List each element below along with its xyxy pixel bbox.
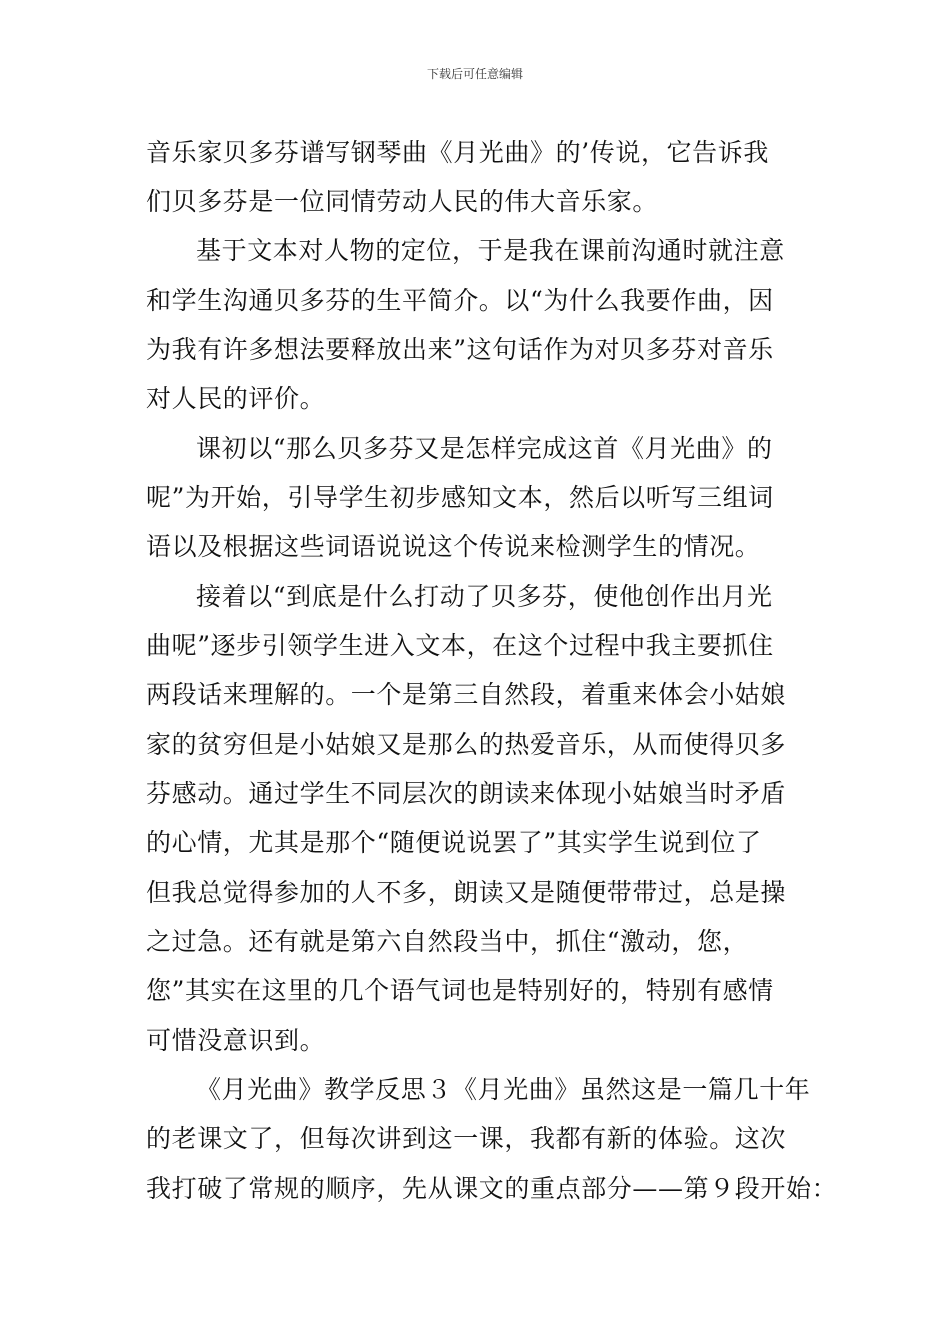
text-line: 为我有许多想法要释放出来”这句话作为对贝多芬对音乐 bbox=[146, 335, 774, 364]
text-line: 基于文本对人物的定位，于是我在课前沟通时就注意 bbox=[196, 236, 785, 265]
text-line: 之过急。还有就是第六自然段当中，抓住“激动，您， bbox=[146, 927, 749, 956]
text-line: 的心情，尤其是那个“随便说说罢了”其实学生说到位了 bbox=[146, 828, 762, 857]
text-line: 芬感动。通过学生不同层次的朗读来体现小姑娘当时矛盾 bbox=[146, 779, 787, 808]
text-line: 曲呢”逐步引领学生进入文本，在这个过程中我主要抓住 bbox=[146, 631, 774, 660]
text-line: 的老课文了，但每次讲到这一课，我都有新的体验。这次 bbox=[146, 1124, 787, 1153]
text-line: 呢”为开始，引导学生初步感知文本，然后以听写三组词 bbox=[146, 483, 774, 512]
text-line: 两段话来理解的。一个是第三自然段，着重来体会小姑娘 bbox=[146, 680, 787, 709]
text-line: 《月光曲》教学反思３《月光曲》虽然这是一篇几十年 bbox=[196, 1075, 811, 1104]
text-line: 您”其实在这里的几个语气词也是特别好的，特别有感情 bbox=[146, 976, 774, 1005]
text-line: 音乐家贝多芬谱写钢琴曲《月光曲》的’传说，它告诉我 bbox=[146, 138, 769, 167]
text-line: 课初以“那么贝多芬又是怎样完成这首《月光曲》的 bbox=[196, 434, 773, 463]
text-line: 和学生沟通贝多芬的生平简介。以“为什么我要作曲，因 bbox=[146, 286, 774, 315]
text-line: 但我总觉得参加的人不多，朗读又是随便带带过，总是操 bbox=[146, 878, 787, 907]
text-line: 接着以“到底是什么打动了贝多芬，使他创作出月光 bbox=[196, 582, 773, 611]
header-note: 下载后可任意编辑 bbox=[426, 67, 523, 81]
text-line: 语以及根据这些词语说说这个传说来检测学生的情况。 bbox=[146, 532, 761, 561]
text-line: 我打破了常规的顺序，先从课文的重点部分——第９段开始： bbox=[146, 1174, 838, 1203]
text-line: 们贝多芬是一位同情劳动人民的伟大音乐家。 bbox=[146, 187, 659, 216]
text-line: 对人民的评价。 bbox=[146, 384, 326, 413]
text-line: 可惜没意识到。 bbox=[146, 1026, 326, 1055]
text-line: 家的贫穷但是小姑娘又是那么的热爱音乐，从而使得贝多 bbox=[146, 730, 787, 759]
